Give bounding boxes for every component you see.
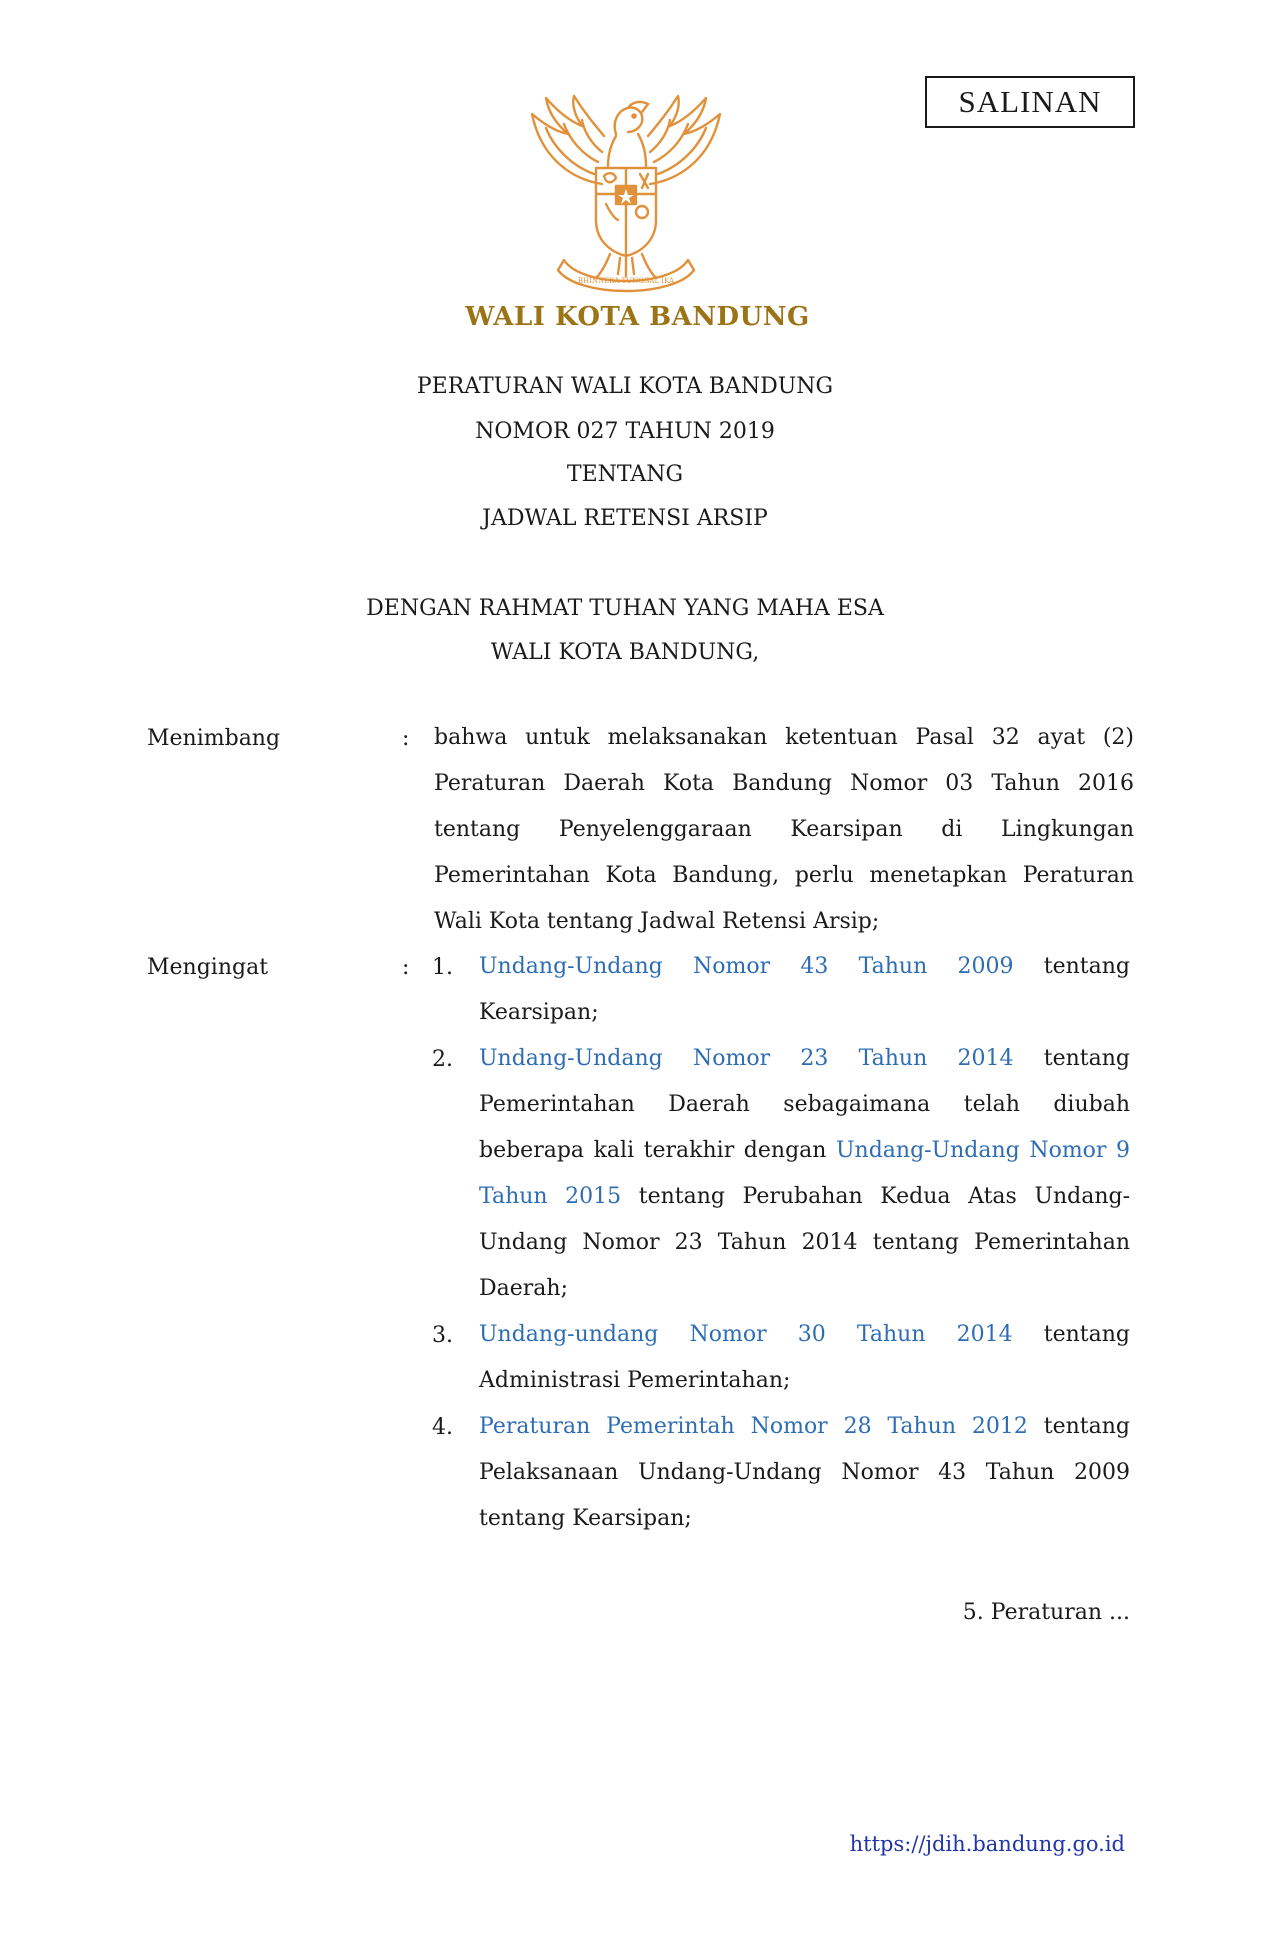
law-link[interactable]: Undang-undang Nomor 30 Tahun 2014 (479, 1322, 1013, 1347)
next-page-catchword: 5. Peraturan ... (962, 1600, 1130, 1625)
item-number: 2. (432, 1047, 453, 1072)
law-link[interactable]: Undang-Undang Nomor 23 Tahun 2014 (479, 1046, 1014, 1071)
law-link[interactable]: Undang-Undang Nomor 9 Tahun 2015 (479, 1138, 1130, 1209)
list-item: Peraturan Pemerintah Nomor 28 Tahun 2012 tentang Pelaksanaan Undang-Undang Nomor 43 Tahun 2009 tentang Kearsipan; (479, 1414, 1130, 1531)
list-item: Undang-Undang Nomor 43 Tahun 2009 tentang Kearsipan; (479, 954, 1131, 1025)
item-number: 1. (432, 955, 453, 980)
emblem-motto: BHINNEKA TUNGGAL IKA (577, 277, 675, 285)
law-link[interactable]: Undang-Undang Nomor 43 Tahun 2009 (479, 954, 1014, 979)
regulation-about: TENTANG (566, 462, 684, 487)
item-number: 4. (432, 1415, 453, 1440)
menimbang-text: bahwa untuk melaksanakan ketentuan Pasal 32 ayat (2) Peraturan Daerah Kota Bandung Nomor 03 Tahun 2016 tentang Penyelenggaraan Kearsipan di Lingkungan Pemerintahan Kota Bandung, perlu menetapkan Peraturan Wali Kota tentang Jadwal Retensi Arsip; (434, 725, 1134, 934)
regulation-title: PERATURAN WALI KOTA BANDUNG (416, 374, 834, 399)
mengingat-label: Mengingat (147, 955, 269, 980)
office-title: WALI KOTA BANDUNG (465, 302, 810, 332)
list-item: Undang-undang Nomor 30 Tahun 2014 tentang Administrasi Pemerintahan; (479, 1322, 1131, 1393)
item-number: 3. (432, 1323, 453, 1348)
menimbang-colon: : (402, 726, 410, 751)
preamble-mayor: WALI KOTA BANDUNG, (490, 640, 760, 665)
salinan-stamp: SALINAN (925, 76, 1135, 128)
garuda-emblem-icon (524, 92, 728, 300)
mengingat-colon: : (402, 955, 410, 980)
list-item: Undang-Undang Nomor 23 Tahun 2014 tentang Pemerintahan Daerah sebagaimana telah diubah beberapa kali terakhir dengan Undang-Undang Nomor 9 Tahun 2015 tentang Perubahan Kedua Atas Undang-Undang Nomor 23 Tahun 2014 tentang Pemerintahan Daerah; (479, 1046, 1131, 1301)
law-link[interactable]: Peraturan Pemerintah Nomor 28 Tahun 2012 (479, 1414, 1028, 1439)
footer-url-link[interactable]: https://jdih.bandung.go.id (849, 1832, 1125, 1856)
regulation-subject: JADWAL RETENSI ARSIP (482, 506, 768, 531)
preamble-line: DENGAN RAHMAT TUHAN YANG MAHA ESA (366, 596, 884, 621)
menimbang-label: Menimbang (147, 726, 281, 751)
regulation-number: NOMOR 027 TAHUN 2019 (475, 419, 775, 444)
